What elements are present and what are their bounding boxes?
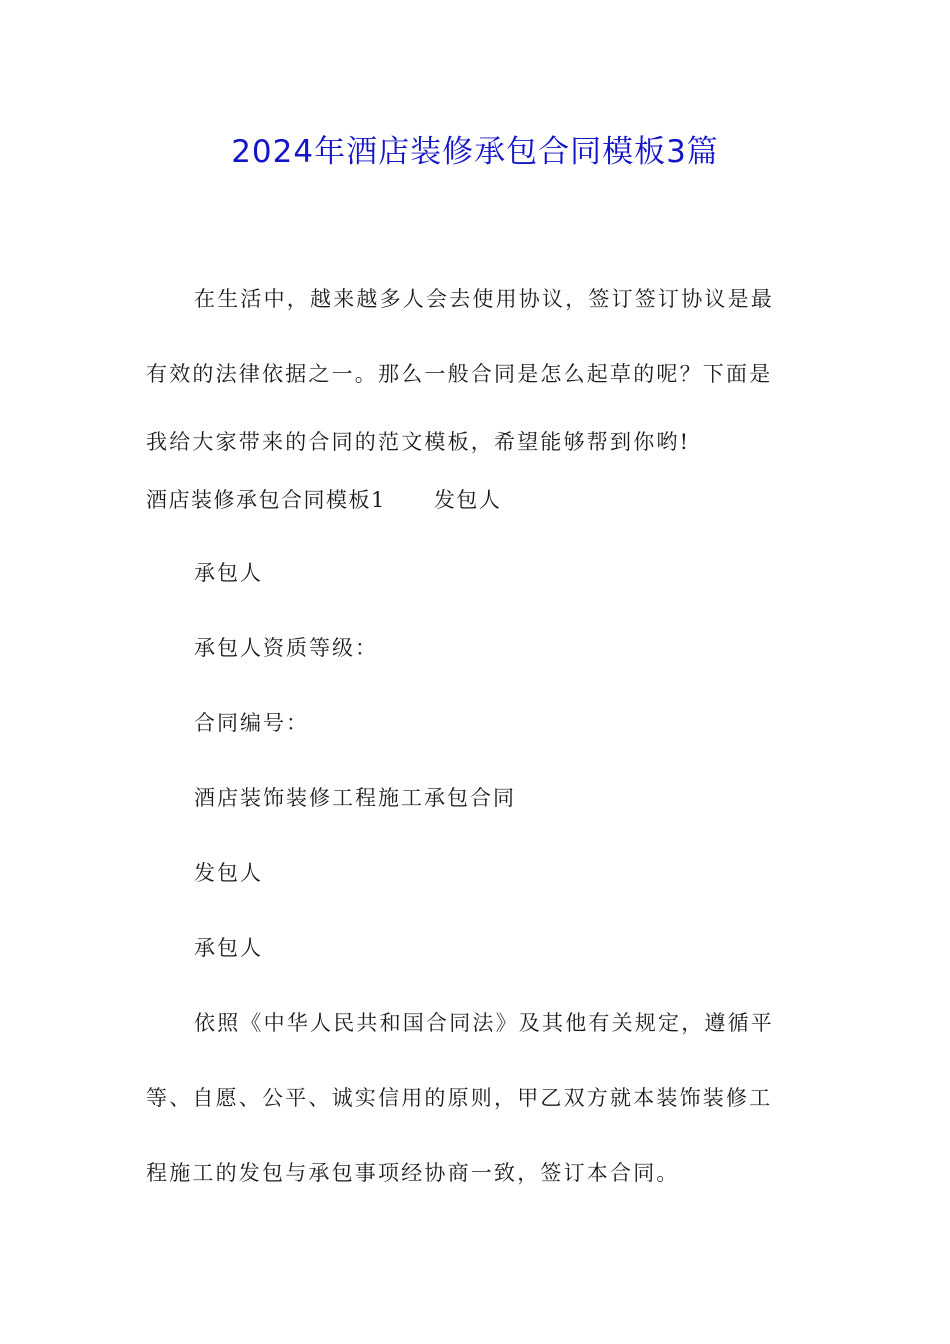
field-contractor-qualification: 承包人资质等级：: [194, 636, 378, 660]
closing-line-2: 等、自愿、公平、诚实信用的原则，甲乙双方就本装饰装修工: [146, 1086, 773, 1110]
field-contract-name: 酒店装饰装修工程施工承包合同: [194, 786, 516, 810]
intro-line-1: 在生活中，越来越多人会去使用协议，签订签订协议是最: [194, 287, 774, 311]
document-body: [146, 262, 810, 1211]
field-contractor-2: 承包人: [194, 936, 263, 960]
section-heading: [146, 476, 810, 524]
closing-line-3: 程施工的发包与承包事项经协商一致，签订本合同。: [146, 1161, 680, 1185]
field-contractor: 承包人: [194, 561, 263, 585]
document-title: 2024年酒店装修承包合同模板3篇: [231, 134, 719, 170]
intro-line-3: 我给大家带来的合同的范文模板，希望能够帮到你哟!: [146, 430, 691, 454]
field-employer: 发包人: [194, 861, 263, 885]
section-heading-title: 酒店装修承包合同模板1: [146, 488, 386, 512]
section-heading-party: 发包人: [433, 488, 502, 512]
intro-line-2: 有效的法律依据之一。那么一般合同是怎么起草的呢？下面是: [146, 362, 773, 386]
field-contract-number: 合同编号：: [194, 711, 309, 735]
closing-line-1: 依照《中华人民共和国合同法》及其他有关规定，遵循平: [194, 1011, 774, 1035]
